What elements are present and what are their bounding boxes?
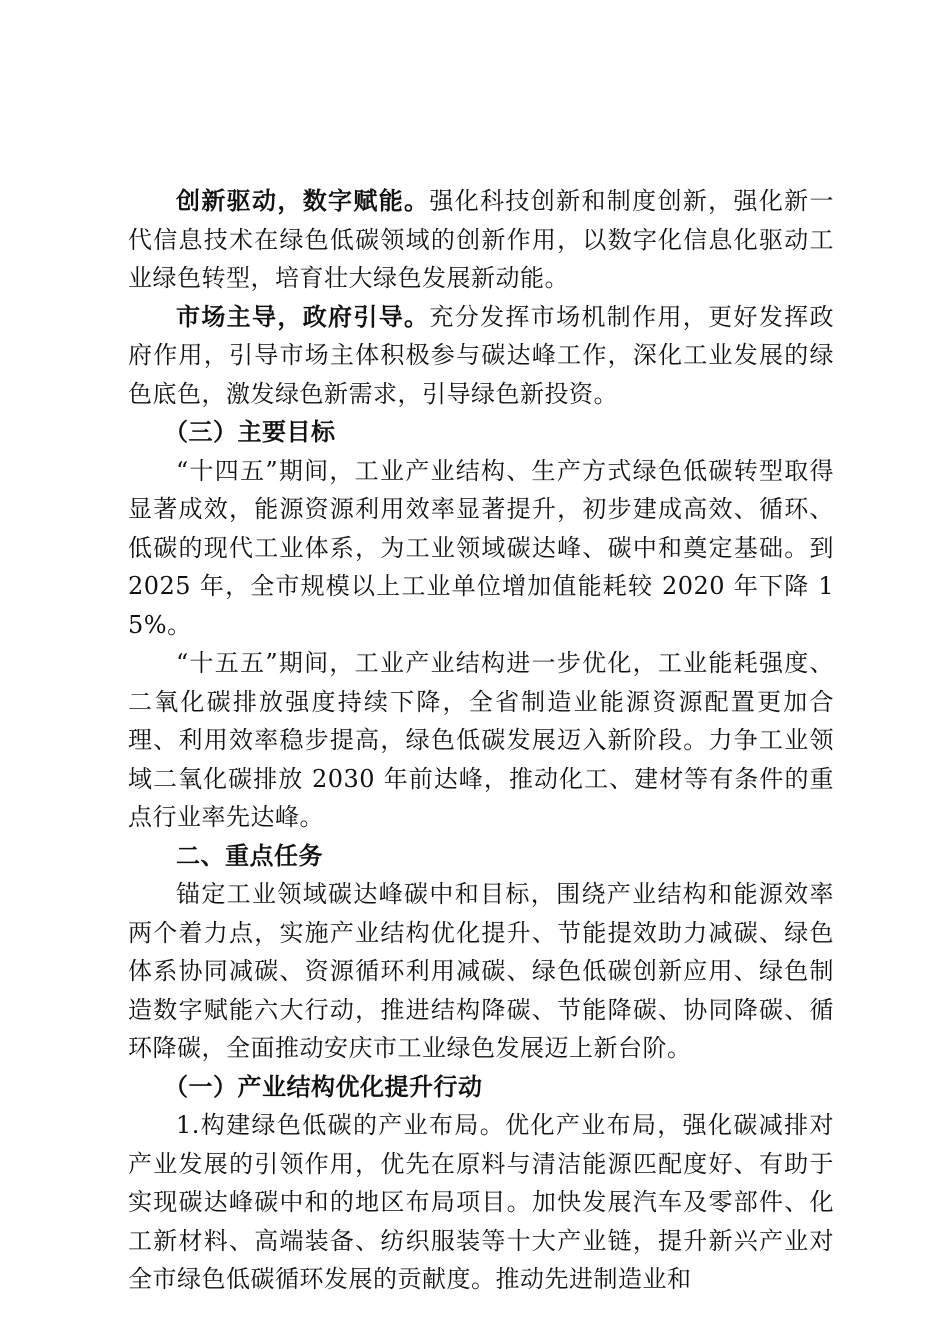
paragraph-text: 充分发挥市场机制作用，更好发挥政府作用，引导市场主体积极参与碳达峰工作，深化工业发展的绿色底色，激发绿色新需求，引导绿色新投资。 (128, 302, 835, 408)
paragraph-innovation (128, 182, 834, 298)
paragraph-text: “十五五”期间，工业产业结构进一步优化，工业能耗强度、二氧化碳排放强度持续下降，全省制造业能源资源配置更加合理、利用效率稳步提高，绿色低碳发展迈入新阶段。力争工业领域二氧化碳排放 2030 年前达峰，推动化工、建材等有条件的重点行业率先达峰。 (128, 649, 834, 831)
paragraph-market (128, 298, 834, 414)
heading-structure-action: （一）产业结构优化提升行动 (164, 1071, 483, 1101)
paragraph-text: 锚定工业领域碳达峰碳中和目标，围绕产业结构和能源效率两个着力点，实施产业结构优化提升、节能提效助力减碳、绿色体系协同减碳、资源循环利用减碳、绿色低碳创新应用、绿色制造数字赋能六大行动，推进结构降碳、节能降碳、协同降碳、循环降碳，全面推动安庆市工业绿色发展迈上新台阶。 (128, 880, 834, 1062)
heading-main-goals: （三）主要目标 (164, 417, 336, 446)
paragraph-text: 1.构建绿色低碳的产业布局。优化产业布局，强化碳减排对产业发展的引领作用，优先在原料与清洁能源匹配度好、有助于实现碳达峰碳中和的地区布局项目。加快发展汽车及零部件、化工新材料、高端装备、纺织服装等十大产业链，提升新兴产业对全市绿色低碳循环发展的贡献度。推动先进制造业和 (128, 1111, 834, 1293)
paragraph-lead: 市场主导，政府引导。 (176, 301, 430, 331)
paragraph-text: 强化科技创新和制度创新，强化新一代信息技术在绿色低碳领域的创新作用，以数字化信息化驱动工业绿色转型，培育壮大绿色发展新动能。 (128, 187, 835, 292)
paragraph-text: “十四五”期间，工业产业结构、生产方式绿色低碳转型取得显著成效，能源资源利用效率显著提升，初步建成高效、循环、低碳的现代工业体系，为工业领域碳达峰、碳中和奠定基础。到 2025 年，全市规模以上工业单位增加值能耗较 2020 年下降 15%。 (128, 456, 834, 639)
paragraph-industry-layout (128, 1106, 834, 1299)
paragraph-lead: 创新驱动，数字赋能。 (176, 186, 430, 215)
paragraph-14th-plan (128, 452, 834, 645)
heading-key-tasks: 二、重点任务 (176, 840, 323, 870)
document-body (128, 182, 834, 1299)
paragraph-15th-plan (128, 644, 834, 837)
paragraph-key-tasks (128, 875, 834, 1068)
